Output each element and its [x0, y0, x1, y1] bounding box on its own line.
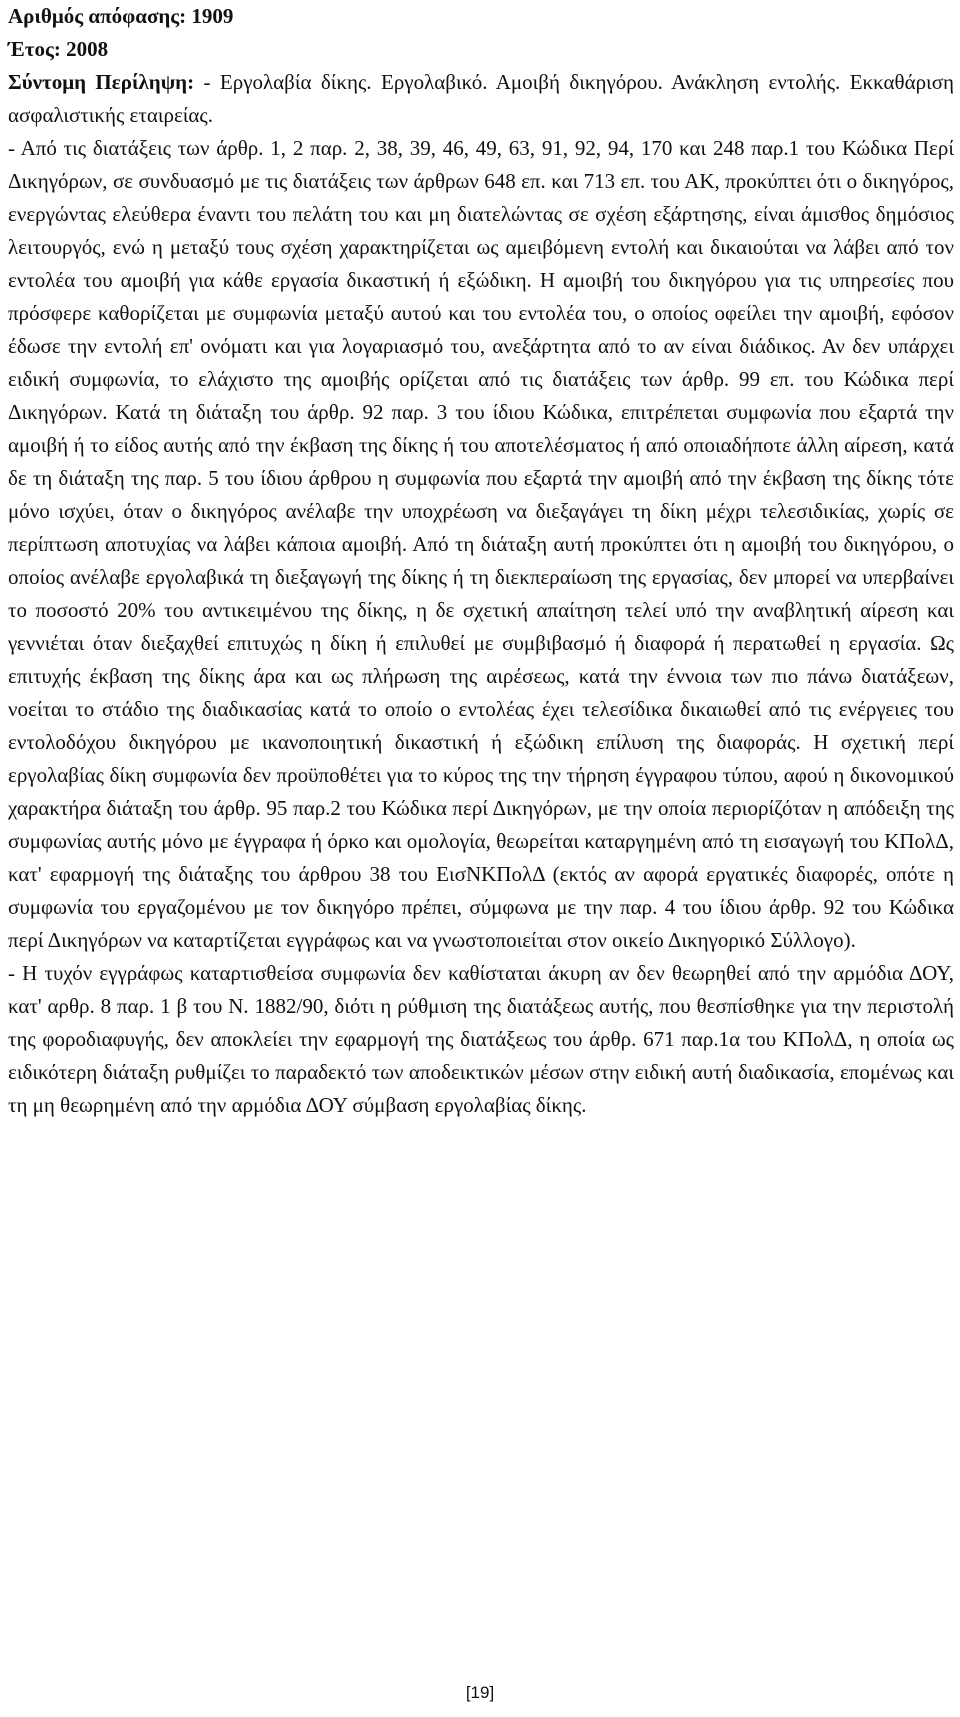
summary-text: - Εργολαβία δίκης. Εργολαβικό. Αμοιβή δικηγόρου. Ανάκληση εντολής. Εκκαθάριση ασφαλιστικής εταιρείας.: [8, 70, 954, 127]
summary-paragraph: [8, 66, 954, 132]
body-paragraph-1: - Από τις διατάξεις των άρθρ. 1, 2 παρ. 2, 38, 39, 46, 49, 63, 91, 92, 94, 170 και 248 παρ.1 του Κώδικα Περί Δικηγόρων, σε συνδυασμό με τις διατάξεις των άρθρων 648 επ. και 713 επ. του ΑΚ, προκύπτει ότι ο δικηγόρος, ενεργώντας ελεύθερα έναντι του πελάτη του και μη διατελώντας σε σχέση εξάρτησης, είναι άμισθος δημόσιος λειτουργός, ενώ η μεταξύ τους σχέση χαρακτηρίζεται ως αμειβόμενη εντολή και δικαιούται να λάβει από τον εντολέα του αμοιβή για κάθε εργασία δικαστική ή εξώδικη. Η αμοιβή του δικηγόρου για τις υπηρεσίες που πρόσφερε καθορίζεται με συμφωνία μεταξύ αυτού και του εντολέα του, ο οποίος οφείλει την αμοιβή, εφόσον έδωσε την εντολή επ' ονόματι και για λογαριασμό του, ανεξάρτητα από το αν είναι διάδικος. Αν δεν υπάρχει ειδική συμφωνία, το ελάχιστο της αμοιβής ορίζεται από τις διατάξεις των άρθρ. 99 επ. του Κώδικα περί Δικηγόρων. Κατά τη διάταξη του άρθρ. 92 παρ. 3 του ίδιου Κώδικα, επιτρέπεται συμφωνία που εξαρτά την αμοιβή ή το είδος αυτής από την έκβαση της δίκης ή του αποτελέσματος ή από οποιαδήποτε άλλη αίρεση, κατά δε τη διάταξη της παρ. 5 του ίδιου άρθρου η συμφωνία που εξαρτά την αμοιβή από την έκβαση της δίκης τότε μόνο ισχύει, όταν ο δικηγόρος ανέλαβε την υποχρέωση να διεξαγάγει τη δίκη μέχρι τελεσιδικίας, χωρίς σε περίπτωση αποτυχίας να λάβει κάποια αμοιβή. Από τη διάταξη αυτή προκύπτει ότι η αμοιβή του δικηγόρου, ο οποίος ανέλαβε εργολαβικά τη διεξαγωγή της δίκης ή τη διεκπεραίωση της εργασίας, δεν μπορεί να υπερβαίνει το ποσοστό 20% του αντικειμένου της δίκης, η δε σχετική απαίτηση τελεί υπό την αναβλητική αίρεση και γεννιέται όταν διεξαχθεί επιτυχώς η δίκη ή επιλυθεί με συμβιβασμό ή διαφορά ή περατωθεί η εργασία. Ως επιτυχής έκβαση της δίκης άρα και ως πλήρωση της αιρέσεως, κατά την έννοια των πιο πάνω διατάξεων, νοείται το στάδιο της διαδικασίας κατά το οποίο ο εντολέας έχει τελεσίδικα δικαιωθεί από τις ενέργειες του εντολοδόχου δικηγόρου με ικανοποιητική δικαστική ή εξώδικη επίλυση της διαφοράς. Η σχετική περί εργολαβίας δίκη συμφωνία δεν προϋποθέτει για το κύρος της την τήρηση έγγραφου τύπου, αφού η δικονομικού χαρακτήρα διάταξη του άρθρ. 95 παρ.2 του Κώδικα περί Δικηγόρων, με την οποία περιορίζόταν η απόδειξη της συμφωνίας αυτής μόνο με έγγραφα ή όρκο και ομολογία, θεωρείται καταργημένη από τη εισαγωγή του ΚΠολΔ, κατ' εφαρμογή της διάταξης του άρθρου 38 του ΕισΝΚΠολΔ (εκτός αν αφορά εργατικές διαφορές, οπότε η συμφωνία του εργαζομένου με τον δικηγόρο πρέπει, σύμφωνα με την παρ. 4 του ίδιου άρθρ. 92 του Κώδικα περί Δικηγόρων να καταρτίζεται εγγράφως και να γνωστοποιείται στον οικείο Δικηγορικό Σύλλογο).: [8, 136, 954, 952]
decision-number-line: [8, 0, 960, 33]
document-page: [8, 0, 960, 1122]
year-line: [8, 33, 960, 66]
summary-label: Σύντομη Περίληψη:: [8, 70, 195, 94]
year-label: Έτος:: [8, 37, 61, 61]
page-number: [19]: [465, 1683, 495, 1702]
body-paragraph-2: - Η τυχόν εγγράφως καταρτισθείσα συμφωνία δεν καθίσταται άκυρη αν δεν θεωρηθεί από την αρμόδια ΔΟΥ, κατ' αρθρ. 8 παρ. 1 β του Ν. 1882/90, διότι η ρύθμιση της διατάξεως αυτής, που θεσπίσθηκε για την περιστολή της φοροδιαφυγής, δεν αποκλείει την εφαρμογή της διατάξεως του άρθρ. 671 παρ.1α του ΚΠολΔ, η οποία ως ειδικότερη διάταξη ρυθμίζει το παραδεκτό των αποδεικτικών μέσων στην ειδική αυτή διαδικασία, επομένως και τη μη θεωρημένη από την αρμόδια ΔΟΥ σύμβαση εργολαβίας δίκης.: [8, 961, 954, 1117]
decision-number-label: Αριθμός απόφασης:: [8, 4, 187, 28]
year-value: 2008: [66, 37, 109, 61]
decision-number-value: 1909: [191, 4, 234, 28]
